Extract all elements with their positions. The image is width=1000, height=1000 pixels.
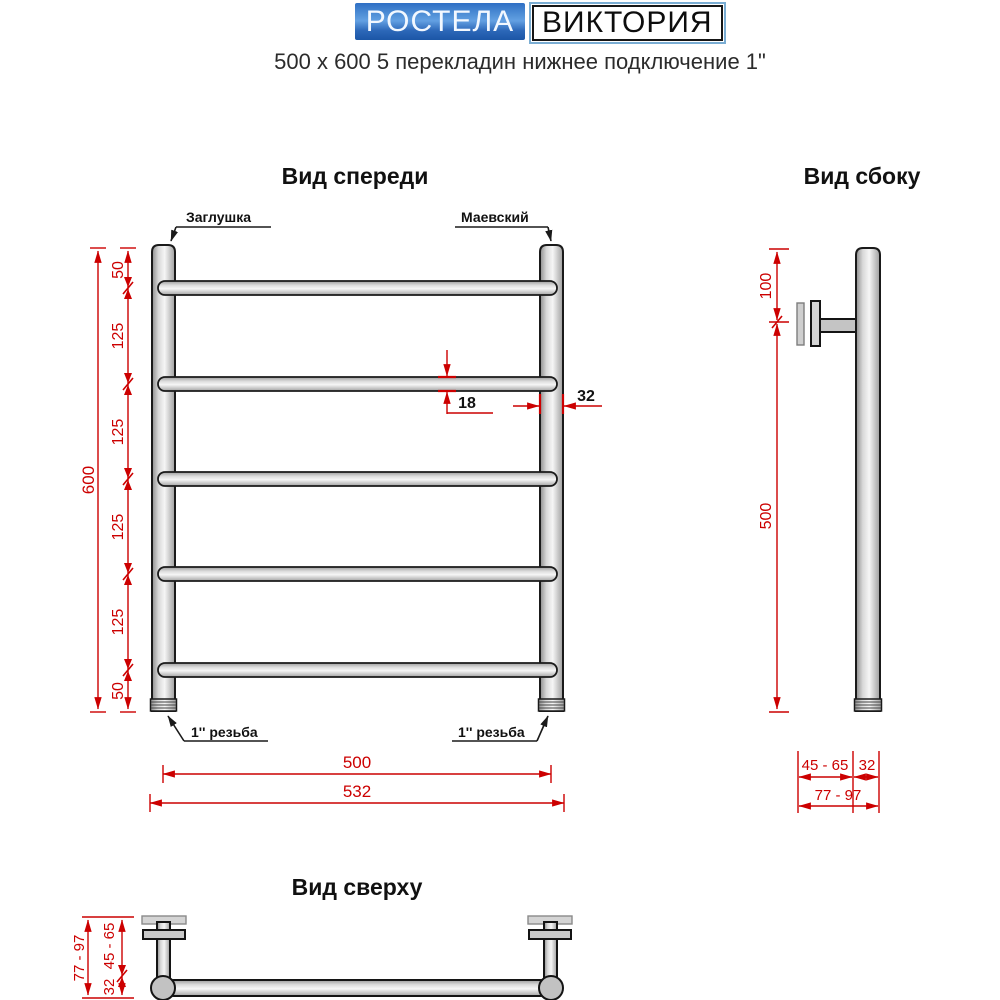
dim-seg-125-4: 125 <box>110 608 127 636</box>
dim-side-depth <box>798 751 879 813</box>
top-left-collector-section <box>151 976 175 1000</box>
side-bracket-arm <box>818 319 857 332</box>
dim-bracket-span <box>758 316 789 712</box>
dim-seg-125-3: 125 <box>110 513 127 541</box>
front-rungs <box>158 281 557 677</box>
plug-label: Заглушка <box>186 209 251 225</box>
dim-top-to-bracket <box>758 249 789 322</box>
dim-600: 600 <box>79 465 98 495</box>
dim-100: 100 <box>758 272 775 300</box>
rung <box>158 281 557 295</box>
dim-532: 532 <box>342 782 372 801</box>
side-threaded-end <box>855 699 882 711</box>
side-bracket-flange <box>811 301 820 346</box>
dim-500-side: 500 <box>758 502 775 530</box>
top-rung-bar <box>166 980 548 996</box>
front-view <box>79 209 602 812</box>
dim-77-97-side: 77 - 97 <box>814 787 862 804</box>
model-subtitle: 500 х 600 5 перекладин нижнее подключение 1" <box>274 49 766 74</box>
brand-logo: РОСТЕЛА <box>355 3 525 40</box>
top-view <box>71 916 572 1000</box>
air-valve-label: Маевский <box>461 209 529 225</box>
top-view-title: Вид сверху <box>291 874 423 900</box>
dim-seg-50-top: 50 <box>110 261 127 279</box>
dim-segment-chain <box>110 251 133 709</box>
dim-seg-50-bottom: 50 <box>110 682 127 700</box>
side-view-title: Вид сбоку <box>803 163 921 189</box>
thread-callout-left <box>168 716 268 741</box>
side-view <box>758 248 882 813</box>
dim-top-depth <box>71 917 134 998</box>
dim-500-front: 500 <box>342 753 372 772</box>
dim-seg-125-1: 125 <box>110 322 127 350</box>
front-threaded-ends <box>151 699 565 711</box>
thread-right-label: 1'' резьба <box>458 724 525 740</box>
dim-18: 18 <box>458 395 476 412</box>
thread-callout-right <box>452 716 548 741</box>
dim-overall-width <box>150 782 564 812</box>
top-right-collector-section <box>539 976 563 1000</box>
dim-axis-width <box>163 753 551 783</box>
thread-left-label: 1'' резьба <box>191 724 258 740</box>
top-left-bracket-flange <box>143 930 185 939</box>
dim-45-65-top: 45 - 65 <box>101 922 118 970</box>
series-logo: ВИКТОРИЯ <box>532 5 723 41</box>
dim-seg-125-2: 125 <box>110 418 127 446</box>
front-view-title: Вид спереди <box>281 163 429 189</box>
dim-77-97-top: 77 - 97 <box>71 934 88 982</box>
plug-callout <box>171 209 271 241</box>
air-valve-callout <box>455 209 551 241</box>
dim-32-side: 32 <box>858 757 876 774</box>
rung <box>158 472 557 486</box>
side-collector-tube <box>856 248 880 711</box>
dim-32-top: 32 <box>101 978 118 996</box>
rung <box>158 663 557 677</box>
top-right-bracket-flange <box>529 930 571 939</box>
rung <box>158 377 557 391</box>
side-wall-plate <box>797 303 804 345</box>
rung <box>158 567 557 581</box>
dim-32-front: 32 <box>577 388 595 405</box>
dim-45-65-side: 45 - 65 <box>801 757 849 774</box>
